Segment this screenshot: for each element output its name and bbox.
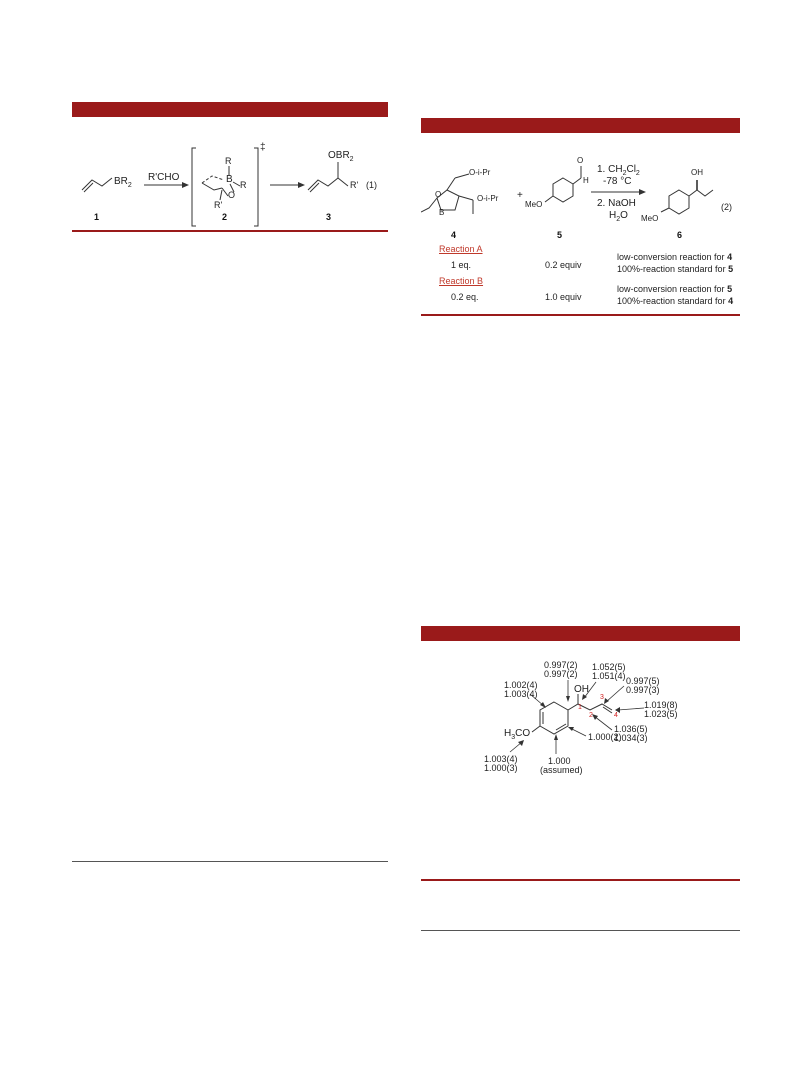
- kie-ortho-value-a: 1.002(4): [504, 680, 538, 690]
- kie-oh-value-a: 0.997(2): [544, 660, 578, 670]
- product-3-double-bond: [310, 183, 319, 192]
- reaction-a-label: Reaction A: [439, 244, 483, 254]
- kie-ome-value-a: 1.003(4): [484, 754, 518, 764]
- product-rprime-label: R': [350, 180, 359, 190]
- kie-c2-value-a: 1.036(5): [614, 724, 648, 734]
- aldehyde-h-label: H: [583, 176, 589, 185]
- condition-line-1: 1. $CH_2Cl_2$: [597, 164, 640, 177]
- reaction-b-label: Reaction B: [439, 276, 484, 286]
- ts-r-top-label: R: [225, 156, 232, 166]
- ts-r-right-label: R: [240, 180, 247, 190]
- methoxy-bond-6: [661, 208, 669, 212]
- allyl-group-4: [421, 198, 437, 212]
- ts-forming-bond: [202, 176, 224, 183]
- compound-2-number: 2: [222, 212, 228, 222]
- oipr-right-label: O-i-Pr: [477, 194, 499, 203]
- kie-c4-value-a: 1.019(8): [644, 700, 678, 710]
- oh-label-6: OH: [691, 168, 703, 177]
- scheme2-bottom-rule: [421, 314, 740, 316]
- reaction-a-note2: 100%-reaction standard for 5: [617, 264, 734, 274]
- allyl-double-bond-1: [84, 183, 93, 192]
- condition-temperature: -78 °C: [603, 176, 632, 187]
- kie-ring-double-bond-2: [556, 724, 566, 730]
- compound-4-number: 4: [451, 230, 457, 240]
- compound-5-number: 5: [557, 230, 563, 240]
- ring-o-label-4: O: [435, 190, 442, 199]
- kie-meta-value: 1.000(2): [588, 732, 622, 742]
- scheme2-figure: [421, 134, 740, 312]
- butenol-chain-6: [689, 190, 713, 196]
- reaction-a-note1: low-conversion reaction for 4: [617, 252, 733, 262]
- ts-o-atom-label: O: [228, 190, 236, 200]
- ester-top-o-bond: [455, 174, 469, 178]
- ts-b-atom-label: B: [226, 174, 233, 185]
- kie-carbon-2-label: 2: [589, 712, 593, 719]
- ts-rprime-label: R': [214, 200, 223, 210]
- oipr-top-label: O-i-Pr: [469, 168, 491, 177]
- kie-carbon-3-label: 3: [600, 694, 604, 701]
- arrow-2-head: [298, 182, 305, 188]
- kie-arrowhead-oh: [566, 696, 570, 702]
- ts-chair-lower: [202, 183, 222, 190]
- kie-terminal-double-bond: [603, 707, 612, 713]
- benzene-ring-5: [553, 178, 573, 202]
- reaction-b-eq5: 1.0 equiv: [545, 292, 582, 302]
- scheme2-eq-number: (2): [721, 202, 732, 212]
- kie-c1-value-a: 1.052(5): [592, 662, 626, 672]
- kie-arrow-c2: [594, 716, 612, 730]
- aldehyde-o-label: O: [577, 156, 584, 165]
- right-column-footer-rule: [421, 930, 740, 931]
- boron-label-4: B: [439, 208, 445, 217]
- compound-1-number: 1: [94, 212, 100, 222]
- ts-bracket-right: [254, 148, 258, 226]
- kie-ortho-value-b: 1.003(4): [504, 689, 538, 699]
- product-obr2-label: $OBR_2$: [328, 150, 354, 163]
- kie-figure: [474, 658, 714, 788]
- scheme1-header-bar: [72, 102, 388, 117]
- allyl-chain-1: [82, 178, 112, 190]
- kie-ipso-value-a: 1.000: [548, 756, 571, 766]
- kie-oh-label: OH: [574, 684, 589, 695]
- kie-arrowhead-ipso: [554, 734, 558, 740]
- kie-arrow-c4: [618, 708, 644, 710]
- kie-figure-header-bar: [421, 626, 740, 641]
- condition-line-2: 2. NaOH: [597, 198, 636, 209]
- scheme1-drawing: [72, 118, 388, 228]
- condition-line-3: $H_2O$: [609, 210, 628, 223]
- kie-h3co-label: $H_3CO$: [504, 728, 531, 741]
- ts-b-r2-bond: [233, 182, 240, 186]
- scheme1-figure: [72, 118, 388, 228]
- kie-arrowhead-c3: [604, 698, 609, 704]
- methoxy-bond-5: [545, 196, 553, 202]
- kie-methoxy-bond: [532, 726, 540, 732]
- reaction-b-note1: low-conversion reaction for 5: [617, 284, 733, 294]
- scheme2-drawing: [421, 134, 740, 254]
- kie-arrowhead-meta: [568, 727, 574, 731]
- kie-c3-value-b: 0.997(3): [626, 685, 660, 695]
- reaction-a-eq4: 1 eq.: [451, 260, 472, 270]
- reaction-b-eq4: 0.2 eq.: [451, 292, 479, 302]
- ts-c-rprime-bond: [220, 190, 222, 200]
- kie-figure-bottom-rule: [421, 879, 740, 881]
- kie-ome-value-b: 1.000(3): [484, 763, 518, 773]
- scheme1-reagent-label: R'CHO: [148, 172, 180, 183]
- kie-ipso-value-b: (assumed): [540, 765, 583, 775]
- ester-top-bond: [447, 178, 455, 190]
- arrow-1-head: [182, 182, 189, 188]
- ts-double-dagger: ‡: [260, 142, 266, 153]
- scheme2-arrow-head: [639, 189, 646, 195]
- ester-right-bond: [459, 196, 473, 200]
- scheme1-br2-label: $BR_2$: [114, 176, 132, 189]
- compound-6-number: 6: [677, 230, 683, 240]
- ts-bracket-left: [192, 148, 196, 226]
- kie-carbon-1-label: 1: [578, 704, 582, 711]
- kie-c2-value-b: 1.034(3): [614, 733, 648, 743]
- kie-carbon-4-label: 4: [614, 712, 618, 719]
- kie-c4-value-b: 1.023(5): [644, 709, 678, 719]
- benzene-ring-6: [669, 190, 689, 214]
- plus-sign: +: [517, 190, 523, 201]
- kie-oh-value-b: 0.997(2): [544, 669, 578, 679]
- compound-3-number: 3: [326, 212, 332, 222]
- reaction-a-eq5: 0.2 equiv: [545, 260, 582, 270]
- kie-arrow-c3: [606, 686, 624, 702]
- scheme1-bottom-rule: [72, 230, 388, 232]
- left-column-footer-rule: [72, 861, 388, 862]
- scheme1-eq-number: (1): [366, 180, 377, 190]
- scheme2-header-bar: [421, 118, 740, 133]
- reaction-b-note2: 100%-reaction standard for 4: [617, 296, 734, 306]
- kie-c1-value-b: 1.051(4): [592, 671, 626, 681]
- meo-label-5: MeO: [525, 200, 543, 209]
- kie-c3-value-a: 0.997(5): [626, 676, 660, 686]
- aldehyde-bond: [573, 178, 581, 184]
- meo-label-6: MeO: [641, 214, 659, 223]
